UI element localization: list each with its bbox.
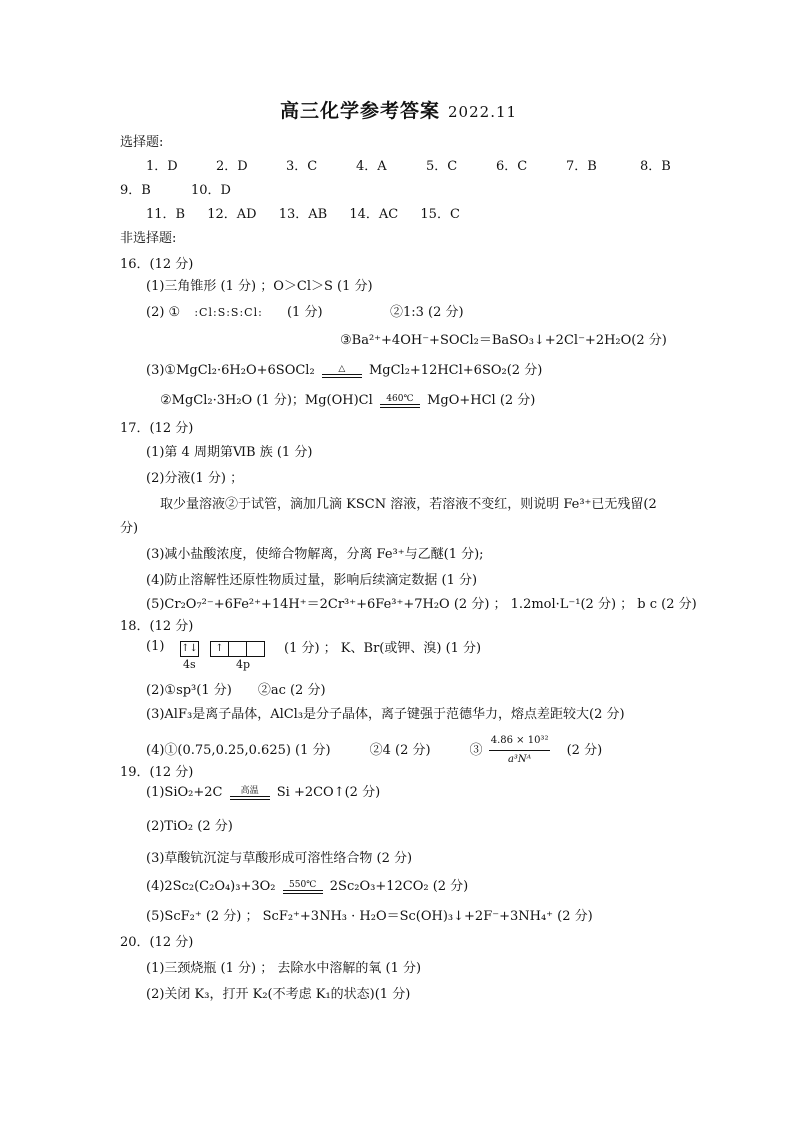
- orbital-cell: ↑: [211, 642, 229, 656]
- condition-text: △: [338, 363, 346, 374]
- q16-part3-second-left: ②MgCl₂·3H₂O (1 分)；Mg(OH)Cl: [160, 393, 373, 408]
- reaction-condition: [283, 880, 323, 894]
- q17-part4: (4)防止溶解性还原性物质过量，影响后续滴定数据 (1 分): [146, 573, 478, 588]
- reaction-condition: [380, 394, 420, 408]
- q16-part2-label: (2) ①: [146, 305, 181, 320]
- answer-4: 4．A: [356, 159, 387, 174]
- fraction-numerator: 4.86 × 10³²: [489, 732, 551, 751]
- condition-text: 460℃: [386, 393, 414, 404]
- q19-part5: (5)ScF₂⁺ (2 分) ； ScF₂⁺+3NH₃ · H₂O＝Sc(OH)₃↓+2F⁻+3NH₄⁺ (2 分): [146, 909, 593, 924]
- q18-part4-score: (2 分): [566, 743, 603, 758]
- q19-part3: (3)草酸钪沉淀与草酸形成可溶性络合物 (2 分): [146, 851, 413, 866]
- q19-part4: [146, 878, 468, 896]
- q17-part2: (2)分液(1 分) ；: [146, 471, 244, 486]
- q19-heading: 19．(12 分): [120, 765, 194, 780]
- q18-part2: (2)①sp³(1 分) ②ac (2 分): [146, 683, 326, 698]
- answer-10: 10．D: [190, 183, 231, 198]
- q19-part2: (2)TiO₂ (2 分): [146, 819, 233, 834]
- q16-part3-equation: [146, 362, 542, 380]
- q16-part2-equation: ③Ba²⁺+4OH⁻+SOCl₂＝BaSO₃↓+2Cl⁻+2H₂O(2 分): [340, 333, 667, 348]
- nonmc-section-header: 非选择题:: [120, 231, 177, 246]
- q19-part4-products: 2Sc₂O₃+12CO₂ (2 分): [329, 879, 469, 894]
- answer-12: 12．AD: [207, 207, 257, 222]
- mc-section-header: 选择题:: [120, 135, 164, 150]
- reaction-condition: [322, 364, 362, 378]
- q16-part1: (1)三角锥形 (1 分) ；O＞Cl＞S (1 分): [146, 279, 373, 294]
- mc-row-2: [120, 182, 231, 200]
- orbital-cell: [229, 642, 247, 656]
- s2cl2-structure: :Cl:S:S:Cl:: [194, 306, 263, 319]
- answer-8: 8．B: [640, 159, 671, 174]
- answer-14: 14．AC: [349, 207, 399, 222]
- q16-part2-score: (1 分): [286, 305, 323, 320]
- q20-part2: (2)关闭 K₃，打开 K₂(不考虑 K₁的状态)(1 分): [146, 987, 411, 1002]
- condition-text: 高温: [240, 785, 259, 796]
- orbital-cell: ↑↓: [181, 643, 198, 654]
- orbital-cell: [247, 642, 264, 656]
- orbital-4p-label: 4p: [236, 658, 251, 671]
- orbital-4s: [180, 641, 199, 657]
- q17-part3: (3)减小盐酸浓度，使缔合物解离，分离 Fe³⁺与乙醚(1 分);: [146, 547, 484, 562]
- q16-part3-second: [160, 392, 535, 410]
- q19-part4-reactants: (4)2Sc₂(C₂O₄)₃+3O₂: [146, 879, 276, 894]
- q16-part2-ratio: ②1:3 (2 分): [390, 305, 464, 320]
- reaction-condition: [230, 786, 270, 800]
- title-text: 高三化学参考答案: [280, 100, 441, 122]
- answer-9: 9．B: [120, 183, 151, 198]
- q17-part2-detail: 取少量溶液②于试管，滴加几滴 KSCN 溶液，若溶液不变红，则说明 Fe³⁺已无残留(2: [160, 497, 657, 512]
- q18-heading: 18．(12 分): [120, 619, 194, 634]
- answer-11: 11．B: [146, 207, 186, 222]
- q18-part1: [146, 638, 164, 656]
- q20-heading: 20．(12 分): [120, 935, 194, 950]
- q17-part5: (5)Cr₂O₇²⁻+6Fe²⁺+14H⁺＝2Cr³⁺+6Fe³⁺+7H₂O (2 分) ； 1.2mol·L⁻¹(2 分) ； b c (2 分): [146, 597, 697, 612]
- answer-1: 1．D: [146, 159, 178, 174]
- density-fraction: [489, 732, 551, 769]
- q18-part4-text: (4)①(0.75,0.25,0.625) (1 分) ②4 (2 分) ③: [146, 743, 483, 758]
- q16-part2: [146, 304, 323, 322]
- q20-part1: (1)三颈烧瓶 (1 分) ； 去除水中溶解的氧 (1 分): [146, 961, 422, 976]
- q16-part3-products: MgCl₂+12HCl+6SO₂(2 分): [368, 363, 543, 378]
- q18-part3: (3)AlF₃是离子晶体，AlCl₃是分子晶体，离子键强于范德华力，熔点差距较大(2 分): [146, 707, 625, 722]
- answer-5: 5．C: [426, 159, 458, 174]
- q18-part1-score: (1 分) ； K、Br(或钾、溴) (1 分): [284, 641, 482, 656]
- mc-row-3: [146, 206, 460, 224]
- q19-part1-products: Si +2CO↑(2 分): [276, 785, 381, 800]
- answer-2: 2．D: [216, 159, 248, 174]
- q18-part4: [146, 732, 602, 769]
- condition-text: 550℃: [289, 879, 317, 890]
- answer-6: 6．C: [496, 159, 528, 174]
- orbital-4p: [210, 641, 265, 657]
- q19-part1-reactants: (1)SiO₂+2C: [146, 785, 223, 800]
- q17-part2-detail-cont: 分): [120, 521, 139, 536]
- orbital-4s-label: 4s: [183, 658, 196, 671]
- answer-15: 15．C: [420, 207, 460, 222]
- title-year: 2022.11: [448, 103, 518, 121]
- fraction-denominator: a³Nᴬ: [507, 754, 532, 765]
- q17-heading: 17．(12 分): [120, 421, 194, 436]
- page-title: [280, 102, 517, 121]
- answer-7: 7．B: [566, 159, 597, 174]
- answer-13: 13．AB: [278, 207, 328, 222]
- q19-part1: [146, 784, 380, 802]
- q16-part3-reactants: (3)①MgCl₂·6H₂O+6SOCl₂: [146, 363, 315, 378]
- q16-part3-second-right: MgO+HCl (2 分): [427, 393, 536, 408]
- q18-part1-label: (1): [146, 639, 165, 654]
- answer-3: 3．C: [286, 159, 318, 174]
- q16-heading: 16．(12 分): [120, 257, 194, 272]
- q17-part1: (1)第 4 周期第ⅥB 族 (1 分): [146, 445, 313, 460]
